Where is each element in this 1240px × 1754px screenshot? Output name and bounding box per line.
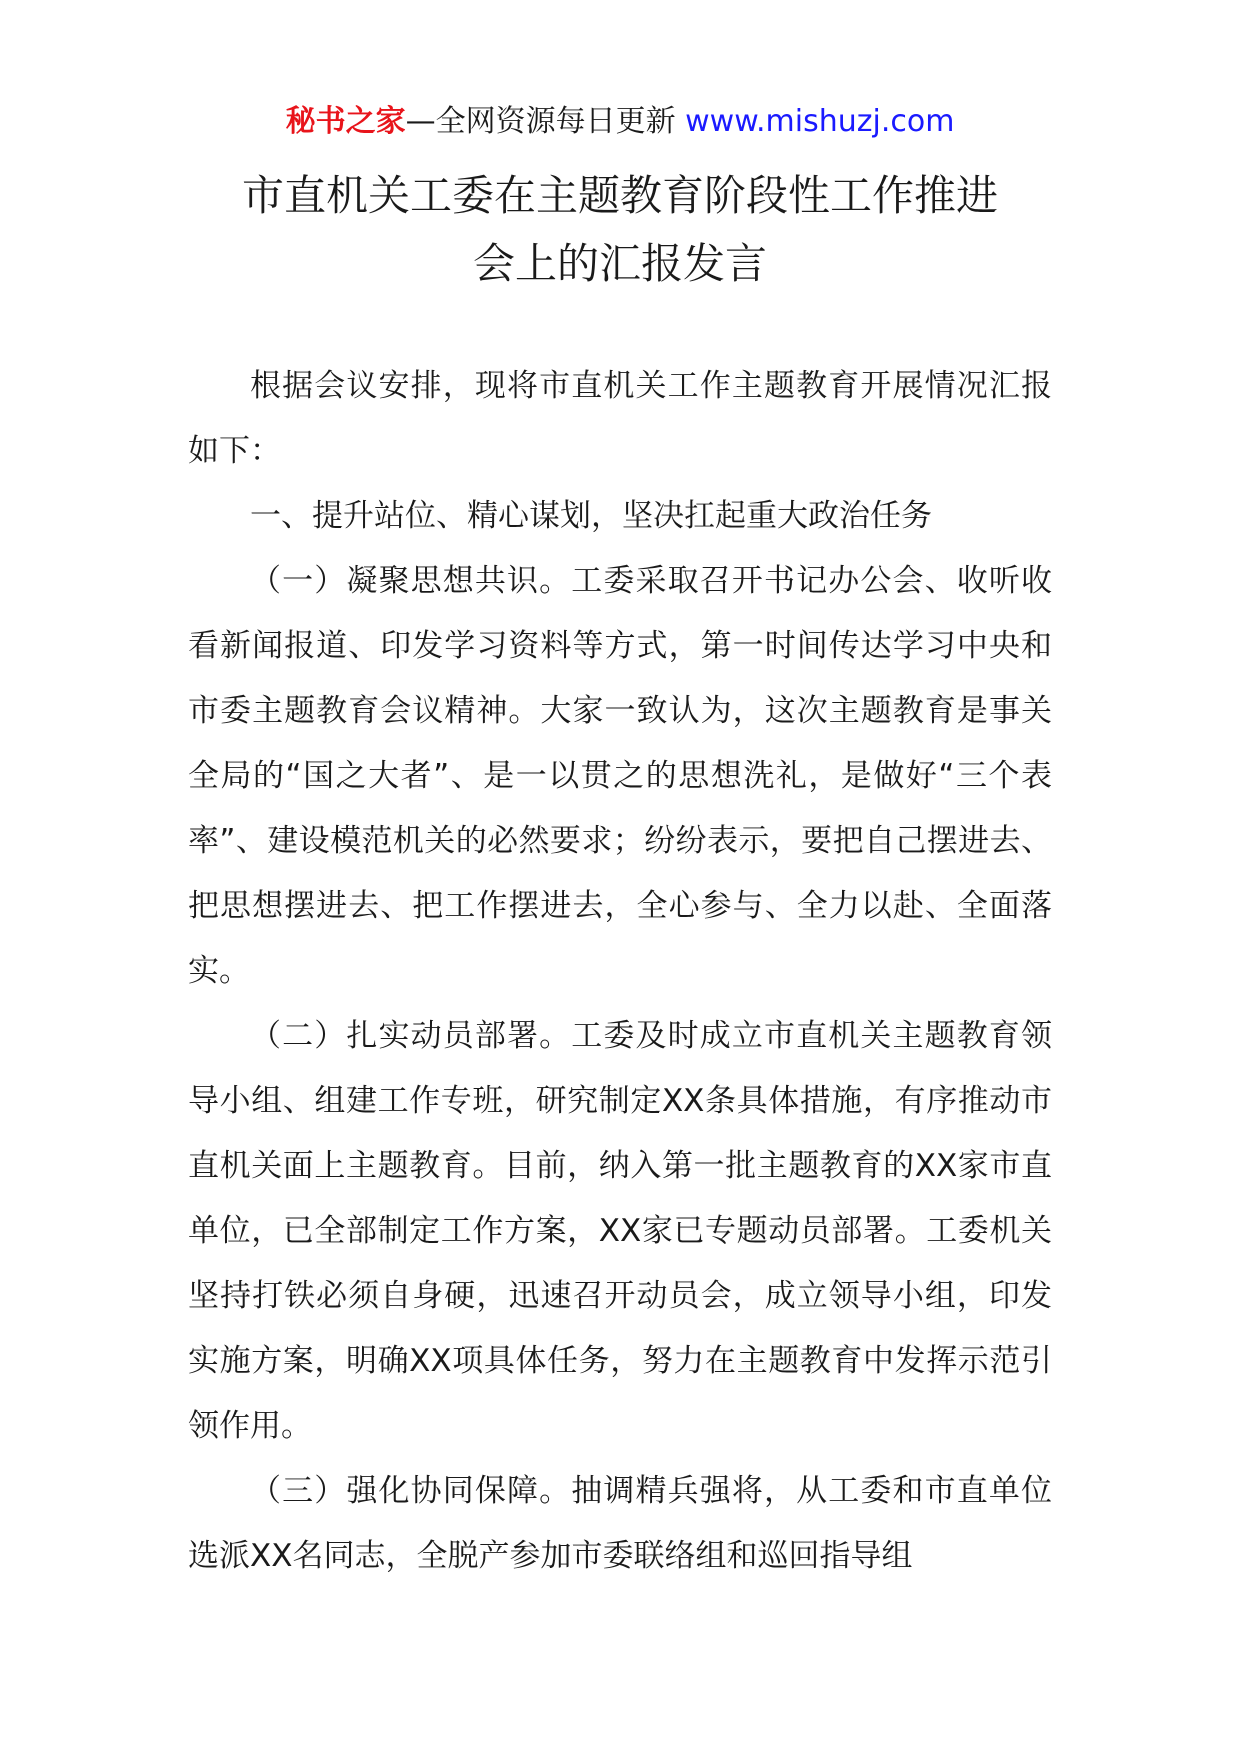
title-line-2: 会上的汇报发言 (472, 239, 767, 288)
title-line-1: 市直机关工委在主题教育阶段性工作推进 (241, 171, 998, 220)
site-name: 秘书之家 (285, 104, 406, 139)
document-body (188, 354, 1052, 1589)
intro-paragraph: 根据会议安排，现将市直机关工作主题教育开展情况汇报如下： (188, 368, 1052, 469)
paragraph-1: （一）凝聚思想共识。工委采取召开书记办公会、收听收看新闻报道、印发学习资料等方式，第一时间传达学习中央和市委主题教育会议精神。大家一致认为，这次主题教育是事关全局的“国之大者”、是一以贯之的思想洗礼，是做好“三个表率”、建设模范机关的必然要求；纷纷表示，要把自己摆进去、把思想摆进去、把工作摆进去，全心参与、全力以赴、全面落实。 (188, 563, 1052, 989)
site-banner (0, 100, 1240, 144)
section-1-heading: 一、提升站位、精心谋划，坚决扛起重大政治任务 (250, 498, 932, 534)
site-tagline: —全网资源每日更新 (405, 104, 686, 139)
site-url-link[interactable]: www.mishuzj.com (685, 104, 955, 139)
paragraph-3: （三）强化协同保障。抽调精兵强将，从工委和市直单位选派XX名同志，全脱产参加市委联络组和巡回指导组 (188, 1473, 1052, 1574)
paragraph-2: （二）扎实动员部署。工委及时成立市直机关主题教育领导小组、组建工作专班，研究制定XX条具体措施，有序推动市直机关面上主题教育。目前，纳入第一批主题教育的XX家市直单位，已全部制定工作方案，XX家已专题动员部署。工委机关坚持打铁必须自身硬，迅速召开动员会，成立领导小组，印发实施方案，明确XX项具体任务，努力在主题教育中发挥示范引领作用。 (188, 1018, 1052, 1444)
document-title (188, 162, 1052, 298)
